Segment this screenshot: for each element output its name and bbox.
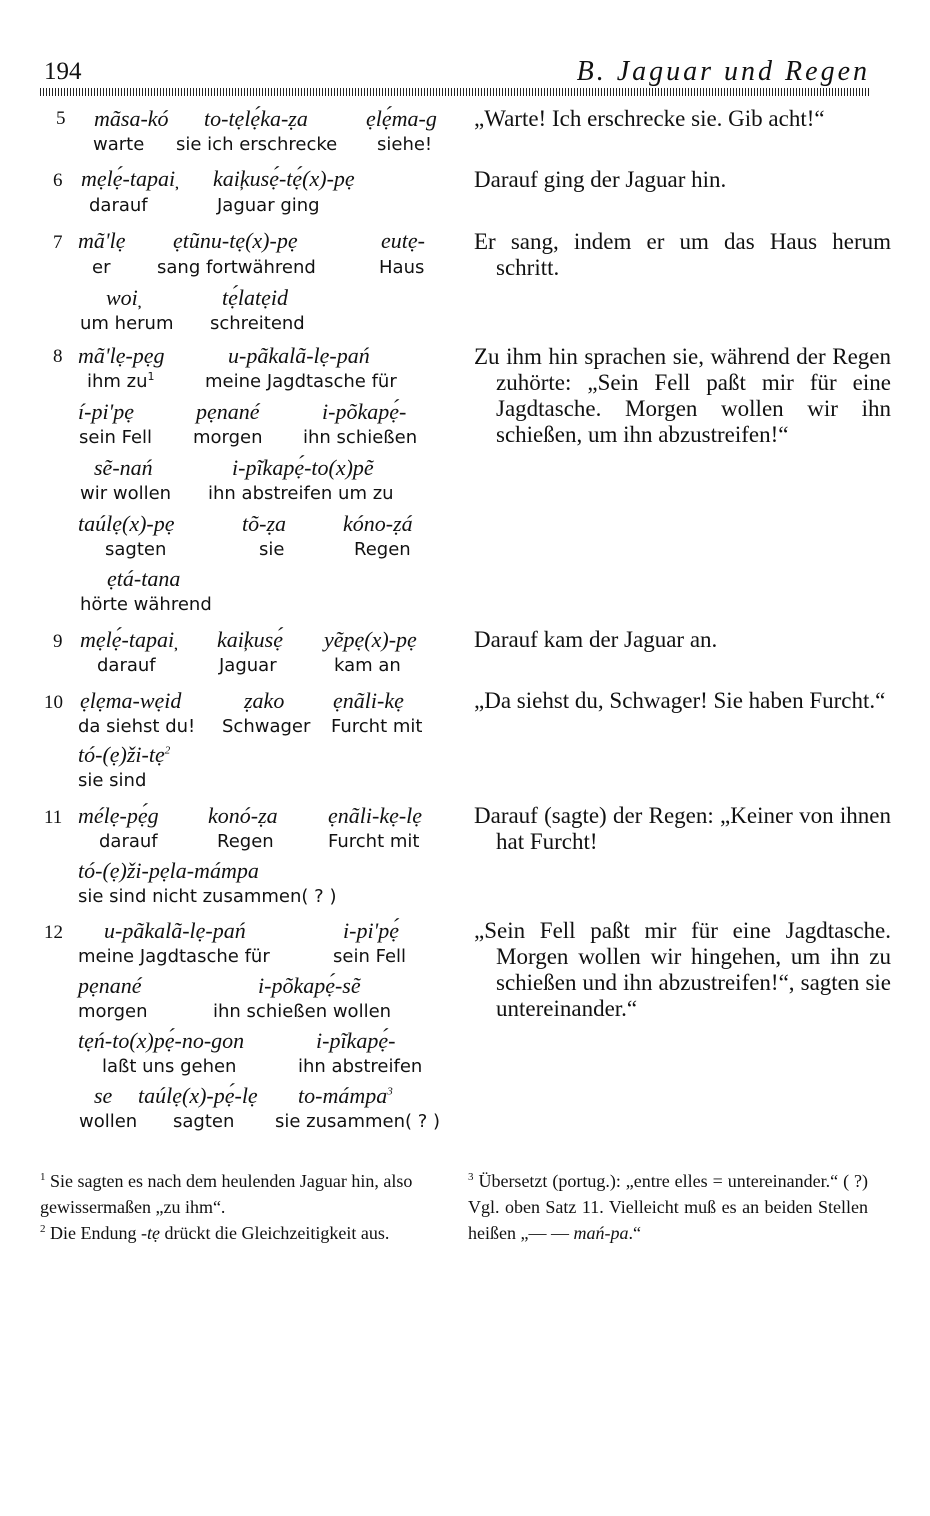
translation: „Warte! Ich erschrecke sie. Gib acht!“	[474, 106, 825, 131]
gloss: Jaguar ging	[217, 195, 320, 216]
native-word: tõ-ẓa	[242, 511, 286, 536]
translation: Darauf ging der Jaguar hin.	[474, 167, 727, 192]
native-word: i-pi'pẹ́	[343, 918, 400, 943]
gloss: meine Jagdtasche für	[205, 371, 397, 392]
native-word: taúlẹ(x)-pẹ́-lẹ	[138, 1083, 258, 1108]
translation: „Da siehst du, Schwager! Sie haben Furcht.“	[474, 688, 886, 713]
gloss: Haus	[379, 257, 425, 278]
gloss: ihn abstreifen um zu	[208, 483, 394, 504]
sentence-number: 8	[53, 346, 63, 367]
gloss: sagten	[105, 539, 167, 560]
gloss: er	[92, 257, 111, 278]
native-word: sẽ-nań	[94, 455, 153, 480]
native-word: mã'lẹ-pẹg	[78, 343, 165, 368]
footnote-2: $^2$ Die Endung -tẹ drückt die Gleichzeitigkeit aus.	[40, 1223, 390, 1243]
gloss: morgen	[193, 427, 263, 448]
native-word: mãsa-kó	[94, 106, 169, 131]
gloss: morgen	[78, 1001, 148, 1022]
gloss: darauf	[97, 655, 156, 676]
native-word: kai̦kusẹ́	[217, 627, 283, 652]
native-word: i-põkapẹ́-	[322, 399, 407, 424]
gloss: siehe!	[377, 134, 433, 155]
native-word: eutẹ-	[381, 228, 425, 253]
native-word: yẽpẹ(x)-pẹ	[324, 627, 417, 652]
footnote-1: $^1$ Sie sagten es nach dem heulenden Jaguar hin, also gewissermaßen „zu ihm“.	[40, 1171, 413, 1217]
gloss: um herum	[80, 313, 174, 334]
gloss: Furcht mit	[331, 716, 423, 737]
native-word: tẹ́latẹid	[222, 285, 288, 310]
footnote-mark: 2	[40, 1223, 46, 1235]
gloss: da siehst du!	[78, 716, 196, 737]
native-word: ẹlẹ́ma-g	[366, 106, 437, 131]
running-title: B. Jaguar und Regen	[576, 56, 870, 87]
native-word: i-pĩkapẹ́-	[316, 1028, 396, 1053]
gloss: meine Jagdtasche für	[78, 946, 270, 967]
native-word: u-pãkalã-lẹ-pań	[104, 918, 246, 943]
native-word: ẓako	[244, 688, 285, 713]
sentence-number: 6	[53, 170, 63, 191]
gloss: Jaguar	[219, 655, 277, 676]
sentence-number: 12	[44, 922, 63, 943]
sentence-number: 9	[53, 631, 63, 652]
translation: „Sein Fell paßt mir für eine Jagdtasche. Morgen wollen wir hingehen, um ihn zu schießen und ihn abzustreifen!“, sagten sie untereinander.“	[474, 918, 891, 1021]
gloss: warte	[93, 134, 145, 155]
gloss: Regen	[217, 831, 274, 852]
native-word: ẹnãli-kẹ	[333, 688, 404, 713]
gloss: sein Fell	[333, 946, 407, 967]
native-word: pẹnané	[78, 973, 142, 998]
native-word: pẹnané	[196, 399, 260, 424]
gloss: laßt uns gehen	[102, 1056, 237, 1077]
translation: Darauf (sagte) der Regen: „Keiner von ihnen hat Furcht!	[474, 803, 891, 854]
native-word: to-tẹlẹ́ka-ẓa	[204, 106, 308, 131]
native-word: taúlẹ(x)-pẹ	[78, 511, 175, 536]
native-word: i-põkapẹ́-sẽ	[258, 973, 361, 998]
native-word: ẹtũnu-tẹ(x)-pẹ	[173, 228, 298, 253]
native-word: woi̦	[106, 285, 138, 310]
gloss: sie zusammen( ? )	[275, 1111, 441, 1132]
gloss: ihn schießen wollen	[213, 1001, 392, 1022]
gloss: sein Fell	[79, 427, 153, 448]
header-rule	[40, 88, 870, 96]
native-word: mã'lẹ	[78, 228, 126, 253]
gloss: darauf	[89, 195, 148, 216]
native-word: ẹnãli-kẹ-lẹ	[328, 803, 423, 828]
gloss: ihn schießen	[303, 427, 418, 448]
gloss: sie sind nicht zusammen( ? )	[78, 886, 337, 907]
translation: Er sang, indem er um das Haus herum schritt.	[474, 229, 891, 280]
gloss: darauf	[99, 831, 158, 852]
translation: Darauf kam der Jaguar an.	[474, 627, 718, 652]
native-word: se	[94, 1083, 113, 1108]
native-word: konó-ẓa	[208, 803, 278, 828]
gloss: ihm $zu^1$	[87, 370, 155, 392]
gloss: ihn abstreifen	[298, 1056, 423, 1077]
gloss: schreitend	[210, 313, 305, 334]
gloss: sang fortwährend	[157, 257, 316, 278]
gloss: sagten	[173, 1111, 235, 1132]
gloss: Furcht mit	[328, 831, 420, 852]
native-word: mẹlẹ́-tapai̦	[81, 166, 176, 191]
translation: Zu ihm hin sprachen sie, während der Regen zuhörte: „Sein Fell paßt mir für eine Jagdtasche. Morgen wollen wir ihn schießen, um ihn abzustreifen!“	[474, 344, 891, 447]
native-word: ẹlẹma-wẹid	[80, 688, 182, 713]
gloss: kam an	[334, 655, 401, 676]
gloss: sie ich erschrecke	[176, 134, 338, 155]
sentence-number: 5	[56, 108, 66, 129]
gloss: sie sind	[78, 770, 147, 791]
native-word: i-pĩkapẹ́-to(x)pẽ	[232, 455, 374, 480]
gloss: sie	[259, 539, 285, 560]
footnote-3: $^3$ Übersetzt (portug.): „entre elles = untereinander.“ ( ?) Vgl. oben Satz 11. Vielleicht muß es an beiden Stellen heißen „— — mań-pa.“	[468, 1171, 869, 1243]
native-word: kóno-ẓá	[343, 511, 413, 536]
native-word: tó-(ẹ)ži-pẹla-mámpa	[78, 858, 259, 883]
sentence-number: 10	[44, 692, 63, 713]
gloss: wir wollen	[80, 483, 172, 504]
gloss: hörte während	[80, 594, 212, 615]
footnote-mark: 1	[40, 1171, 46, 1183]
native-word: kai̦kusẹ́-tẹ́(x)-pẹ	[213, 166, 355, 191]
native-word: tẹń-to(x)pẹ́-no-gon	[78, 1028, 245, 1053]
gloss: Regen	[354, 539, 411, 560]
gloss: Schwager	[222, 716, 311, 737]
sentence-number: 11	[44, 807, 63, 828]
native-word: ẹtá-tana	[107, 566, 181, 591]
sentence-number: 7	[53, 232, 63, 253]
native-word: mẹlẹ́-tapai̦	[80, 627, 175, 652]
native-word: í-pi'pẹ	[78, 399, 135, 424]
native-word: u-pãkalã-lẹ-pań	[228, 343, 370, 368]
footnote-mark: 3	[468, 1171, 474, 1183]
gloss: wollen	[79, 1111, 138, 1132]
native-word: tó-(ẹ)ži-tẹ$^2$	[78, 742, 171, 767]
native-word: mélẹ-pẹ́g	[78, 803, 159, 828]
native-word: to-mámpa$^3$	[298, 1083, 393, 1108]
page-number: 194	[44, 58, 82, 85]
